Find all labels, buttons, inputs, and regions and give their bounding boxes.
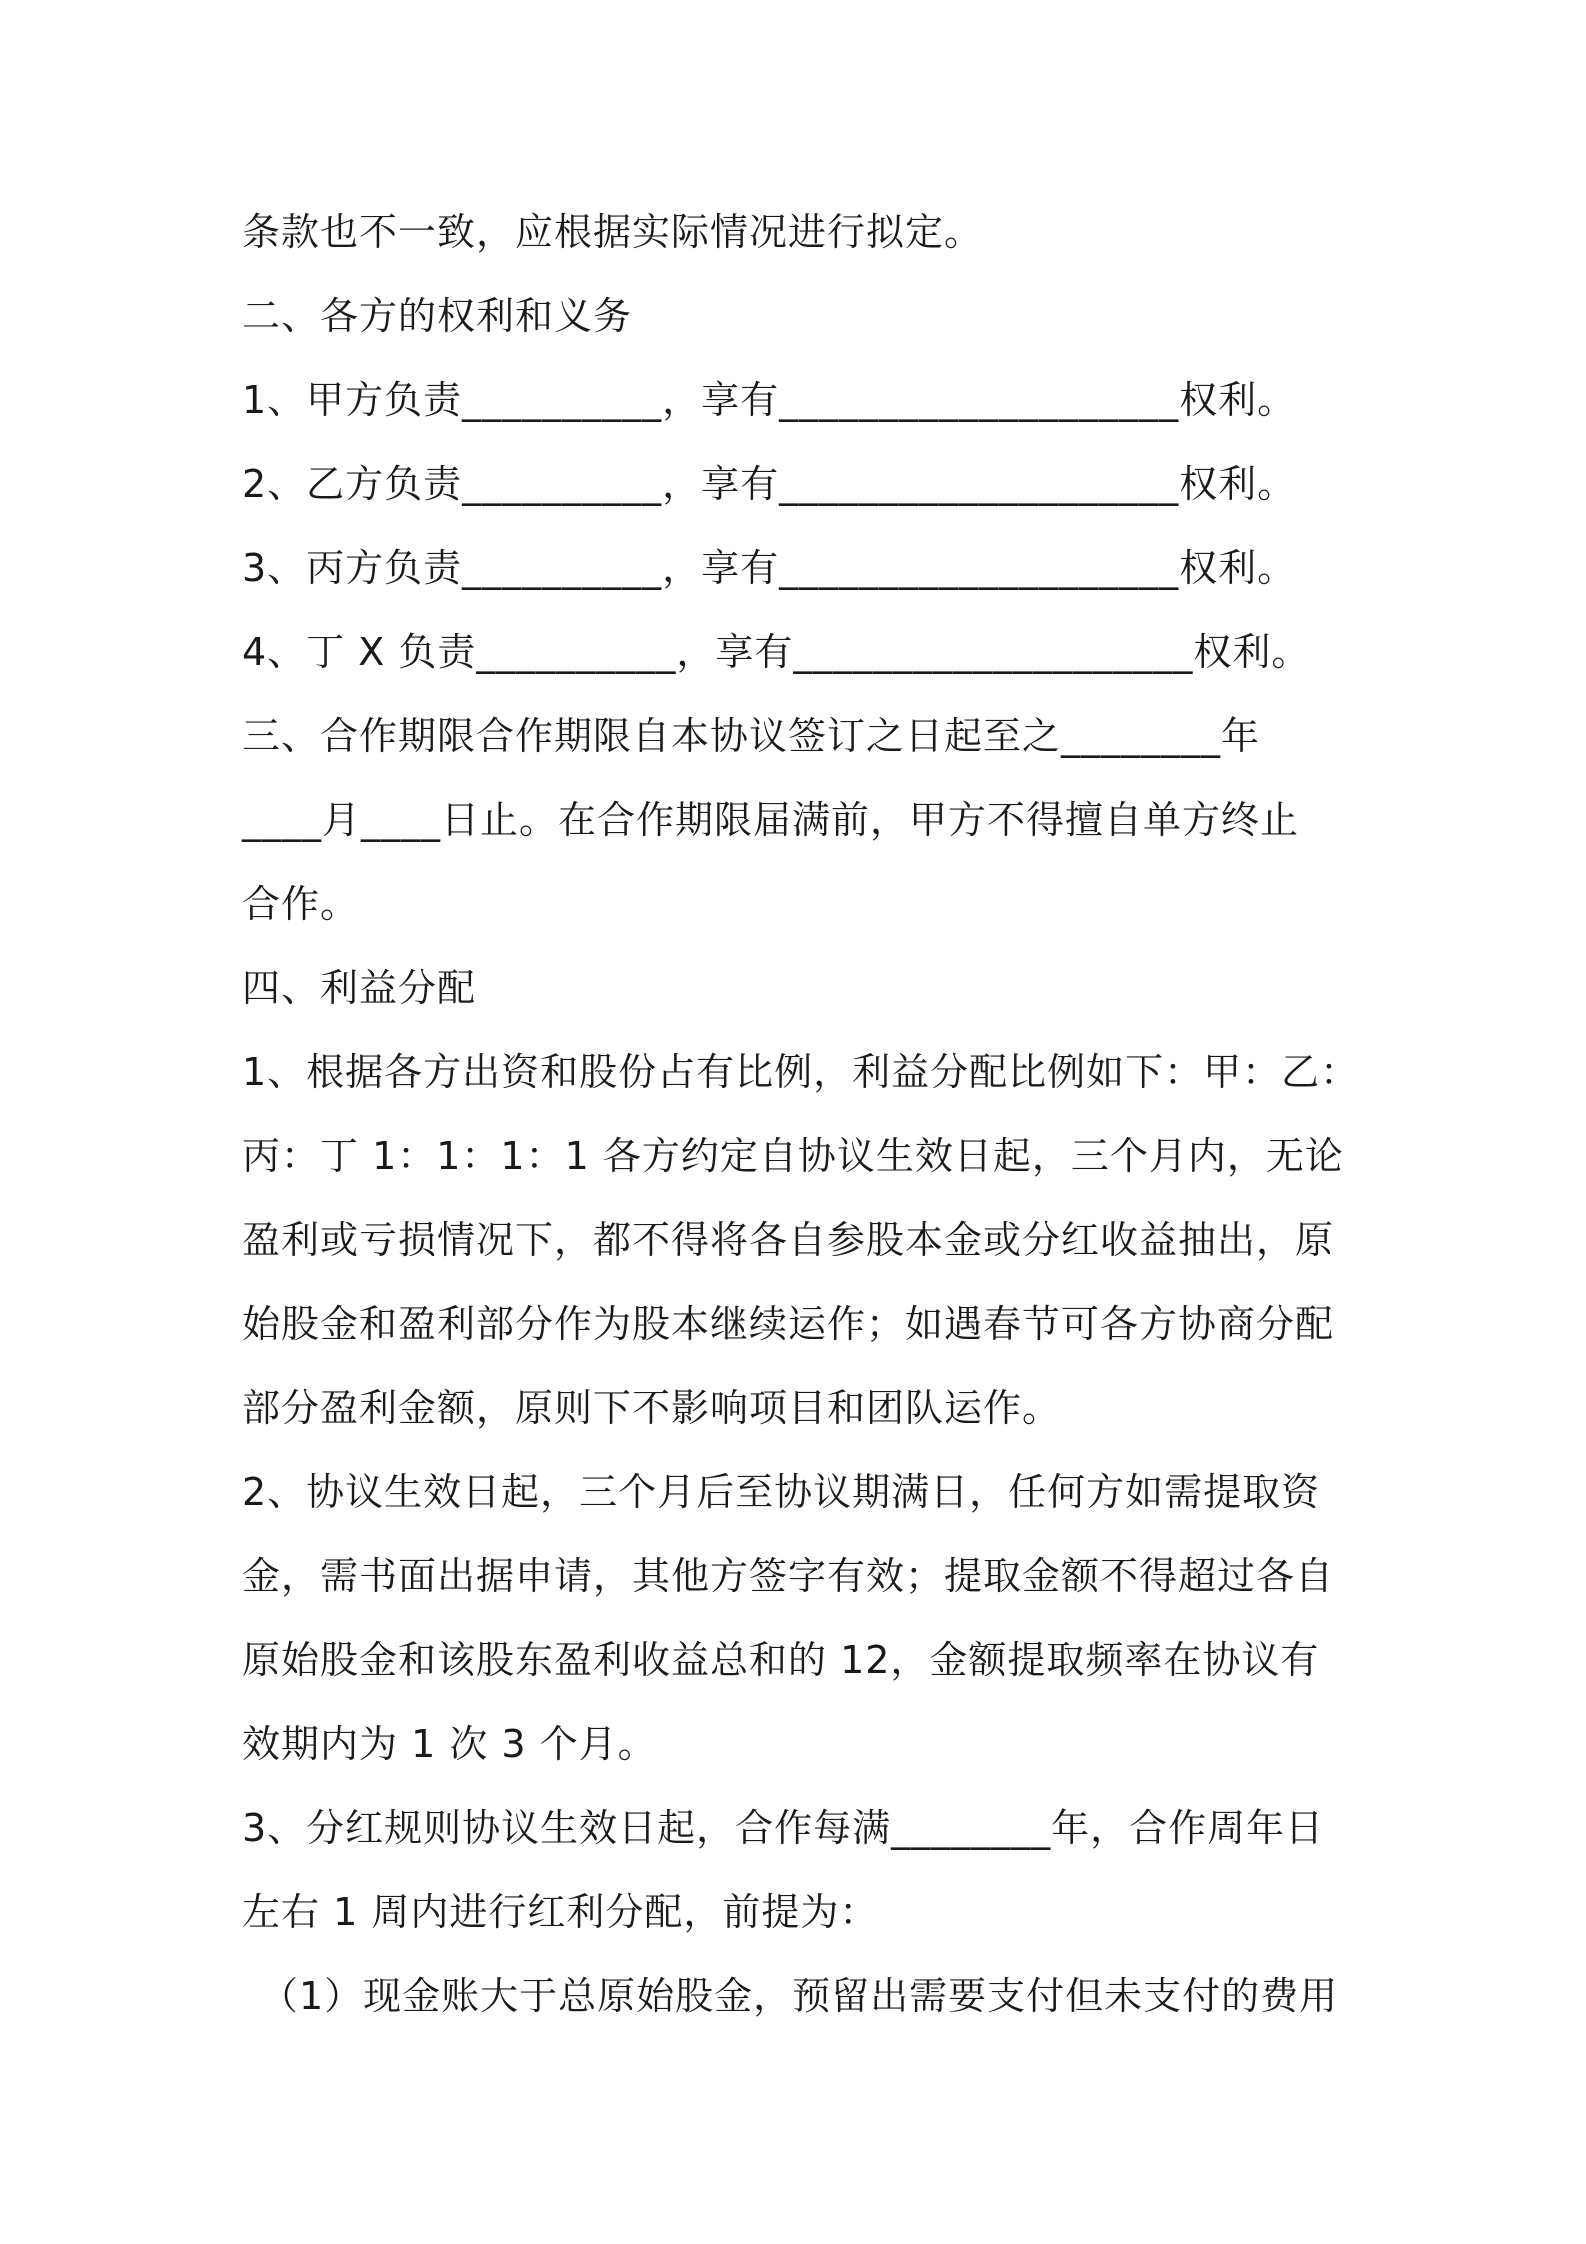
sub-clause-1: （1）现金账大于总原始股金，预留出需要支付但未支付的费用 [260,1974,1339,2018]
clause-profit-1: 1、根据各方出资和股份占有比例，利益分配比例如下：甲：乙： [242,1050,1360,1094]
paragraph-line: 合作。 [242,882,360,926]
paragraph-line: ____月____日止。在合作期限届满前，甲方不得擅自单方终止 [242,798,1300,842]
paragraph-line: 盈利或亏损情况下，都不得将各自参股本金或分红收益抽出，原 [242,1218,1335,1262]
paragraph-line: 左右 1 周内进行红利分配，前提为： [242,1890,879,1934]
clause-party-b: 2、乙方负责__________，享有____________________权利。 [242,462,1297,506]
paragraph-line: 条款也不一致，应根据实际情况进行拟定。 [242,210,984,254]
paragraph-line: 金，需书面出据申请，其他方签字有效；提取金额不得超过各自 [242,1554,1335,1598]
section-heading-term: 三、合作期限合作期限自本协议签订之日起至之________年 [242,714,1261,758]
paragraph-line: 效期内为 1 次 3 个月。 [242,1722,657,1766]
document-body [242,190,1362,2038]
clause-profit-3: 3、分红规则协议生效日起，合作每满________年，合作周年日 [242,1806,1325,1850]
paragraph-line: 丙：丁 1：1：1：1 各方约定自协议生效日起，三个月内，无论 [242,1134,1344,1178]
paragraph-line: 始股金和盈利部分作为股本继续运作；如遇春节可各方协商分配 [242,1302,1335,1346]
paragraph-line: 部分盈利金额，原则下不影响项目和团队运作。 [242,1386,1062,1430]
clause-party-d: 4、丁 X 负责__________，享有____________________权利。 [242,630,1311,674]
clause-party-c: 3、丙方负责__________，享有____________________权利。 [242,546,1297,590]
clause-profit-2: 2、协议生效日起，三个月后至协议期满日，任何方如需提取资 [242,1470,1321,1514]
paragraph-line: 原始股金和该股东盈利收益总和的 12，金额提取频率在协议有 [242,1638,1320,1682]
section-heading-profit: 四、利益分配 [242,966,477,1010]
section-heading-rights: 二、各方的权利和义务 [242,294,633,338]
clause-party-a: 1、甲方负责__________，享有____________________权利。 [242,378,1297,422]
